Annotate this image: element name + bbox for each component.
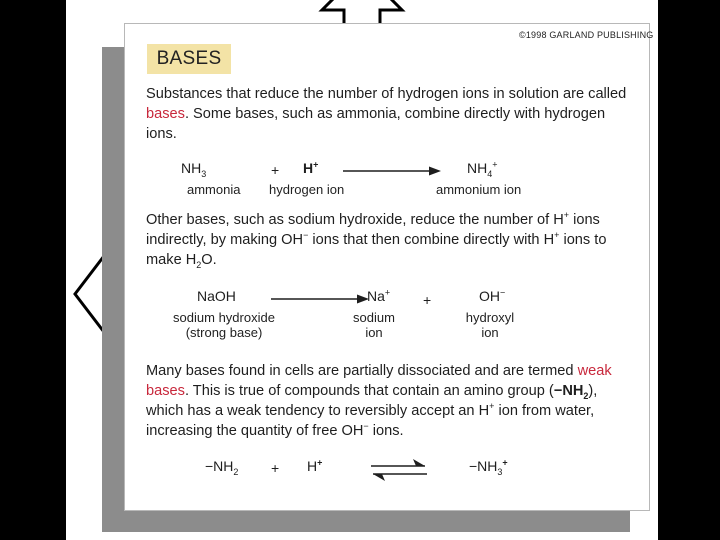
- eq2-hydroxyl-label: [455, 310, 525, 340]
- eq3-amino-subscript: 2: [233, 466, 239, 477]
- eq1-ammonium-label: ammonium ion: [436, 182, 522, 197]
- eq2-hydroxyl-charge: −: [500, 287, 506, 298]
- figure-title: BASES: [147, 44, 231, 74]
- eq3-ammonium-symbol: −NH: [469, 458, 498, 474]
- para2-charge-c: +: [554, 230, 560, 241]
- para3-text-b: . This is true of compounds that contain an amino group (: [184, 383, 554, 399]
- eq1-ammonia-symbol: NH: [181, 160, 202, 176]
- eq2-hydroxyl-symbol: OH: [479, 288, 500, 304]
- para2-text-b: ions indirectly, by making OH: [146, 212, 600, 248]
- para2-subscript: 2: [196, 259, 202, 270]
- eq1-ammonia-formula: [181, 160, 207, 179]
- eq2-sodium-label-line2: ion: [365, 325, 383, 340]
- eq3-hydrogen-symbol: H: [307, 458, 318, 474]
- para2-text-a: Other bases, such as sodium hydroxide, reduce the number of H: [146, 212, 564, 228]
- equation-ammonia: [125, 160, 649, 200]
- bases-figure-panel: [124, 23, 654, 511]
- equation-amino-group: [125, 458, 649, 488]
- eq1-reaction-arrow-icon: [343, 165, 441, 177]
- eq2-naoh-formula: NaOH: [197, 288, 236, 304]
- eq2-sodium-charge: +: [384, 287, 391, 298]
- eq2-sodium-formula: [367, 288, 390, 304]
- para3-text-a: Many bases found in cells are partially dissociated and are termed: [146, 363, 578, 379]
- eq3-amino-symbol: −NH: [205, 458, 234, 474]
- copyright-notice: ©1998 GARLAND PUBLISHING: [519, 30, 654, 40]
- eq1-ammonium-formula: [467, 159, 498, 179]
- amino-group-subscript: 2: [583, 390, 589, 401]
- para2-charge-a: +: [563, 210, 570, 221]
- eq1-hydrogen-label: hydrogen ion: [269, 182, 345, 197]
- paragraph-weak-bases: [146, 361, 636, 441]
- eq2-plus: +: [423, 292, 432, 308]
- eq1-ammonium-charge: +: [492, 159, 498, 170]
- paragraph-bases-definition: [146, 84, 636, 144]
- para1-text-a: Substances that reduce the number of hydrogen ions in solution are called: [146, 86, 627, 102]
- eq3-equilibrium-arrows-icon: [369, 458, 429, 484]
- eq1-ammonium-symbol: NH: [467, 160, 488, 176]
- para3-text-c: ), which has a weak tendency to reversibly accept an H: [146, 383, 598, 419]
- eq2-naoh-label-line1: sodium hydroxide: [173, 310, 275, 325]
- eq2-sodium-symbol: Na: [367, 288, 385, 304]
- eq2-naoh-label: [157, 310, 291, 340]
- eq3-plus: +: [271, 460, 280, 476]
- amino-group-symbol: −NH: [553, 383, 584, 399]
- eq3-amino-formula: [205, 458, 239, 477]
- eq3-ammonium-subscript: 3: [497, 466, 503, 477]
- amino-group-formula: [554, 383, 589, 399]
- eq3-hydrogen-formula: [307, 458, 322, 474]
- para2-text-d: ions to make H: [146, 232, 607, 268]
- eq2-hydroxyl-label-line1: hydroxyl: [465, 310, 515, 325]
- para2-charge-b: −: [303, 230, 309, 241]
- eq3-ammonium-charge: +: [502, 457, 508, 468]
- para3-text-e: ions.: [368, 423, 404, 439]
- eq3-hydrogen-charge: +: [317, 457, 323, 468]
- eq1-hydrogen-formula: [303, 160, 318, 176]
- eq2-hydroxyl-formula: [479, 288, 505, 304]
- eq3-ammonium-group-formula: [469, 457, 508, 477]
- para2-text-c: ions that then combine directly with H: [308, 232, 555, 248]
- eq2-sodium-label-line1: sodium: [353, 310, 395, 325]
- eq2-hydroxyl-label-line2: ion: [481, 325, 499, 340]
- eq1-plus: +: [271, 162, 280, 178]
- equation-sodium-hydroxide: [125, 288, 649, 348]
- eq1-ammonium-subscript: 4: [487, 168, 493, 179]
- eq1-ammonia-label: ammonia: [187, 182, 241, 197]
- eq2-sodium-label: [343, 310, 405, 340]
- eq2-reaction-arrow-icon: [271, 293, 369, 305]
- para1-text-b: . Some bases, such as ammonia, combine directly with hydrogen ions.: [146, 106, 606, 142]
- para3-charge-b: −: [363, 421, 369, 432]
- eq2-naoh-label-line2: (strong base): [185, 325, 263, 340]
- paragraph-indirect-bases: [146, 210, 636, 270]
- eq1-ammonia-subscript: 3: [201, 168, 207, 179]
- term-bases: bases: [146, 106, 185, 122]
- eq1-hydrogen-symbol: H: [303, 160, 314, 176]
- para3-text-d: ion from water, increasing the quantity of free OH: [146, 403, 595, 439]
- para2-text-e: O.: [201, 252, 217, 268]
- eq1-hydrogen-charge: +: [313, 159, 319, 170]
- term-weak-bases: weak bases: [146, 363, 612, 399]
- para3-charge-a: +: [489, 401, 495, 412]
